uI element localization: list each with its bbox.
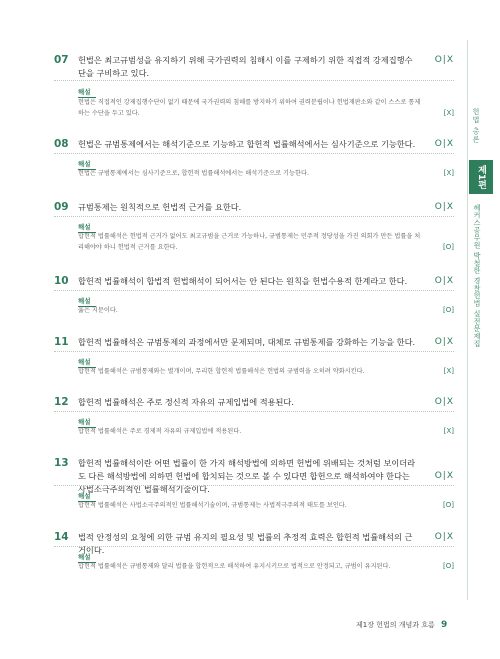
ox-mark: O|X xyxy=(434,276,454,286)
page-number: 9 xyxy=(440,620,448,630)
ox-mark: O|X xyxy=(434,139,454,149)
question-09 xyxy=(54,201,454,251)
answer: [O] xyxy=(443,306,454,314)
divider xyxy=(54,485,454,486)
question-text: 합헌적 법률해석이 합법적 헌법해석이 되어서는 안 된다는 원칙을 헌법수용적 한계라고 한다. xyxy=(78,276,408,286)
question-07 xyxy=(54,54,454,117)
divider xyxy=(54,290,454,291)
answer: [X] xyxy=(443,367,454,375)
answer: [O] xyxy=(443,562,454,570)
answer: [X] xyxy=(443,427,454,435)
answer: [X] xyxy=(443,169,454,177)
answer: [O] xyxy=(443,243,454,251)
page-footer xyxy=(356,620,447,630)
explanation-text: 헌법은 직접적인 강제집행수단이 없기 때문에 국가권력의 침해를 방지하기 위하여 권력분립이나 헌법재판소와 같이 스스로 통제하는 수단을 두고 있다. xyxy=(78,99,421,117)
divider xyxy=(54,153,454,154)
answer: [X] xyxy=(443,109,454,117)
explanation-text: 합헌적 법률해석은 규범통제와 달리 법률을 합헌적으로 해석하여 유지시키므로 법적으로 안정되고, 규범이 유지된다. xyxy=(78,563,391,570)
question-number: 10 xyxy=(54,275,69,287)
question-08 xyxy=(54,138,454,177)
question-text: 합헌적 법률해석은 규범통제의 과정에서만 문제되며, 대체로 규범통제를 강화하는 기능을 한다. xyxy=(78,337,416,347)
question-number: 14 xyxy=(54,531,69,543)
explanation-text: 헌법은 규범통제에서는 심사기준으로, 합헌적 법률해석에서는 해석기준으로 기능한다. xyxy=(78,170,309,177)
explanation-text: 합헌적 법률해석은 헌법적 근거가 없어도 최고규범을 근거로 가능하나, 규범통제는 민주적 정당성을 가진 의회가 만든 법률을 처리해야야 하니 헌법적 근거를 요한다. xyxy=(78,233,421,251)
question-text: 규범통제는 원칙적으로 헌법적 근거를 요한다. xyxy=(78,202,242,212)
answer: [O] xyxy=(443,501,454,509)
ox-mark: O|X xyxy=(434,471,454,481)
explanation-text: 합헌적 법률해석은 주로 경제적 자유의 규제입법에 적용된다. xyxy=(78,428,242,435)
question-14 xyxy=(54,531,454,570)
divider xyxy=(54,546,454,547)
question-text: 법적 안정성의 요청에 의한 규범 유지의 필요성 및 법률의 추정적 효력은 합헌적 법률해석의 근거이다. xyxy=(78,532,413,555)
explanation-label: 해설 xyxy=(78,553,91,561)
question-12 xyxy=(54,396,454,435)
explanation-text: 옳은 지문이다. xyxy=(78,307,118,314)
question-number: 11 xyxy=(54,336,69,348)
explanation-label: 해설 xyxy=(78,223,91,231)
divider xyxy=(54,411,454,412)
sidebar-rule xyxy=(467,40,468,600)
ox-mark: O|X xyxy=(434,397,454,407)
explanation-label: 해설 xyxy=(78,160,91,168)
divider xyxy=(54,351,454,352)
explanation-label: 해설 xyxy=(78,492,91,500)
question-text: 헌법은 규범통제에서는 해석기준으로 기능하고 합헌적 법률해석에서는 심사기준으로 기능한다. xyxy=(78,139,416,149)
divider xyxy=(54,80,454,81)
question-number: 13 xyxy=(54,457,69,469)
explanation-label: 해설 xyxy=(78,297,91,305)
question-13 xyxy=(54,457,454,509)
sidebar-book-title: 헤커스공무원 박철한 경찰헌법 실전문제집 xyxy=(473,204,481,348)
question-text: 헌법은 최고규범성을 유지하기 위해 국가권력의 침해시 이를 구제하기 위한 직접적 강제집행수단을 구비하고 있다. xyxy=(78,55,413,78)
question-text: 합헌적 법률해석은 주로 정신적 자유의 규제입법에 적용된다. xyxy=(78,397,294,407)
ox-mark: O|X xyxy=(434,532,454,542)
sidebar-part-tab: 제1편 xyxy=(469,160,493,194)
question-number: 07 xyxy=(54,54,69,66)
ox-mark: O|X xyxy=(434,337,454,347)
explanation-label: 해설 xyxy=(78,418,91,426)
question-number: 08 xyxy=(54,138,69,150)
ox-mark: O|X xyxy=(434,55,454,65)
question-11 xyxy=(54,336,454,375)
sidebar-section-label: 헌법 총론 xyxy=(472,108,480,144)
question-10 xyxy=(54,275,454,314)
explanation-label: 해설 xyxy=(78,358,91,366)
explanation-text: 합헌적 법률해석은 사법소극주의적인 법률해석기술이며, 규범통제는 사법적극주의적 태도를 보인다. xyxy=(78,502,347,509)
divider xyxy=(54,216,454,217)
question-number: 12 xyxy=(54,396,69,408)
question-number: 09 xyxy=(54,201,69,213)
ox-mark: O|X xyxy=(434,202,454,212)
question-text: 합헌적 법률해석이란 어떤 법률이 한 가지 해석방법에 의하면 헌법에 위배되는 것처럼 보이더라도 다른 해석방법에 의하면 헌법에 합치되는 것으로 볼 수 있다면 합헌으로 해석하여야 한다는 사법소극주의적인 법률해석기술이다. xyxy=(78,458,416,494)
explanation-text: 합헌적 법률해석은 규범통제와는 별개이며, 무리한 합헌적 법률해석은 헌법의 규범력을 오히려 약화시킨다. xyxy=(78,368,365,375)
explanation-label: 해설 xyxy=(78,88,91,96)
footer-chapter: 제1장 헌법의 개념과 흐름 xyxy=(356,621,435,629)
